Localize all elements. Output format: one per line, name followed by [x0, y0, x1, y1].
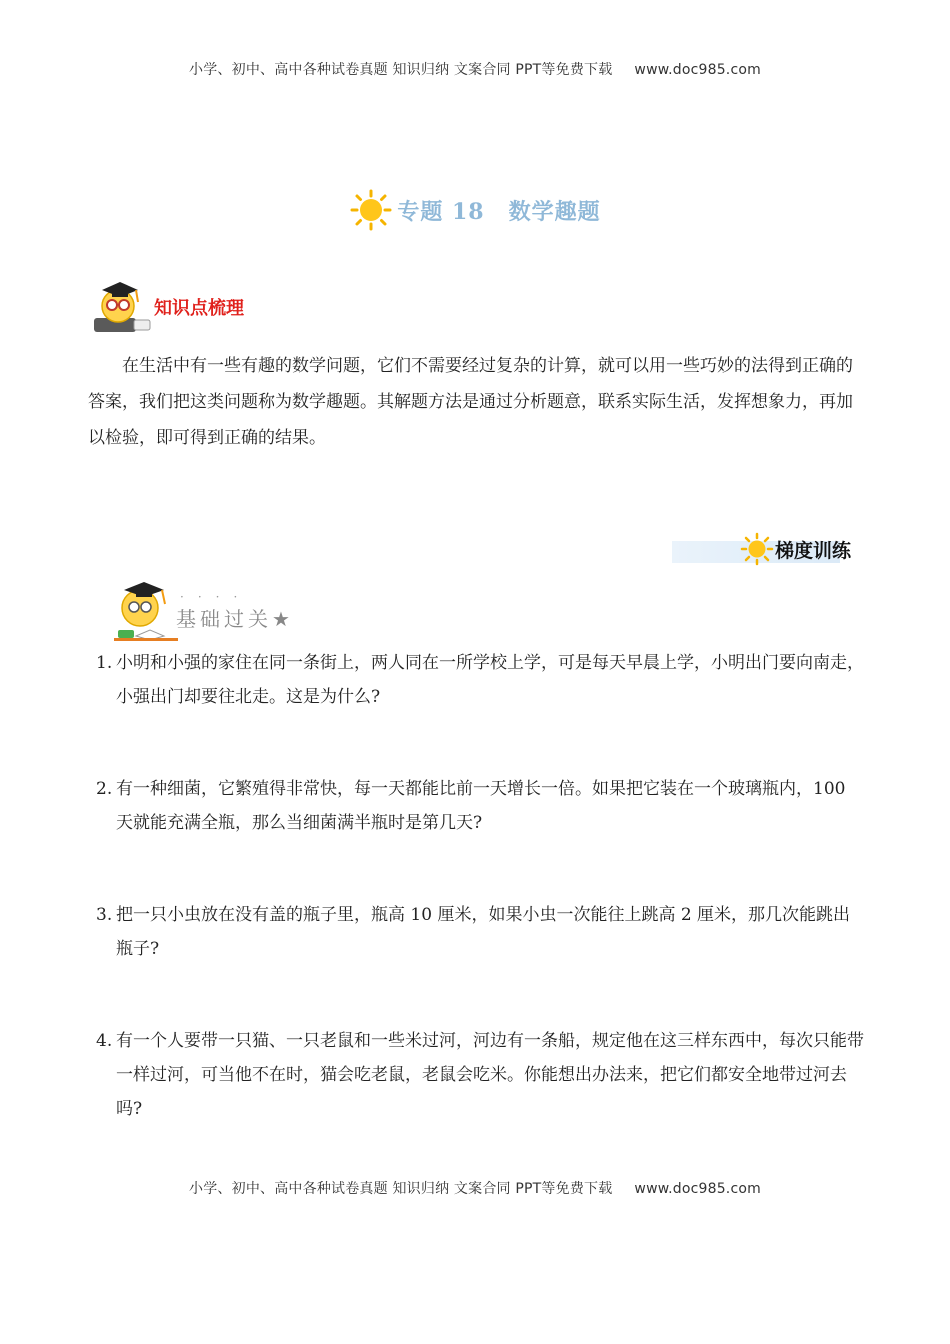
question-number: 1.	[96, 653, 113, 673]
question-text: 有一种细菌，它繁殖得非常快，每一天都能比前一天增长一倍。如果把它装在一个玻璃瓶内，100 天就能充满全瓶，那么当细菌满半瓶时是第几天?	[116, 779, 846, 833]
question-number: 3.	[96, 905, 113, 925]
question-text: 把一只小虫放在没有盖的瓶子里，瓶高 10 厘米，如果小虫一次能往上跳高 2 厘米，那几次能跳出瓶子?	[116, 905, 851, 959]
basics-label: 基础过关★	[176, 607, 294, 631]
knowledge-intro-paragraph: 在生活中有一些有趣的数学问题，它们不需要经过复杂的计算，就可以用一些巧妙的法得到正确的答案，我们把这类问题称为数学趣题。其解题方法是通过分析题意，联系实际生活，发挥想象力，再加以检验，即可得到正确的结果。	[88, 356, 853, 448]
sun-icon	[349, 188, 393, 232]
knowledge-section-heading	[90, 278, 244, 336]
question-number: 4.	[96, 1031, 113, 1051]
gradient-training-heading	[672, 532, 864, 566]
scholar-mascot-icon	[90, 278, 154, 336]
reading-mascot-icon	[110, 576, 182, 644]
decorative-dots: ····	[180, 590, 252, 604]
question-text: 小明和小强的家住在同一条街上，两人同在一所学校上学，可是每天早晨上学，小明出门要向南走，小强出门却要往北走。这是为什么?	[116, 653, 864, 707]
page-header	[0, 59, 950, 79]
question-item	[96, 898, 866, 966]
header-site-link[interactable]: www.doc985.com	[634, 62, 761, 78]
basics-section-heading	[110, 576, 330, 646]
sun-icon	[740, 532, 774, 566]
footer-site-link[interactable]: www.doc985.com	[634, 1181, 761, 1197]
knowledge-label: 知识点梳理	[154, 298, 244, 319]
page-footer	[0, 1178, 950, 1198]
question-item	[96, 646, 866, 714]
topic-name: 数学趣题	[508, 198, 601, 225]
header-text: 小学、初中、高中各种试卷真题 知识归纳 文案合同 PPT等免费下载	[189, 62, 613, 78]
topic-number: 专题 18	[397, 198, 485, 225]
footer-text: 小学、初中、高中各种试卷真题 知识归纳 文案合同 PPT等免费下载	[189, 1181, 613, 1197]
question-item	[96, 1024, 866, 1126]
question-list	[96, 646, 866, 1126]
topic-title	[0, 188, 950, 232]
question-number: 2.	[96, 779, 113, 799]
question-text: 有一个人要带一只猫、一只老鼠和一些米过河，河边有一条船，规定他在这三样东西中，每次只能带一样过河，可当他不在时，猫会吃老鼠，老鼠会吃米。你能想出办法来，把它们都安全地带过河去吗?	[116, 1031, 864, 1119]
question-item	[96, 772, 866, 840]
gradient-label: 梯度训练	[775, 540, 852, 562]
